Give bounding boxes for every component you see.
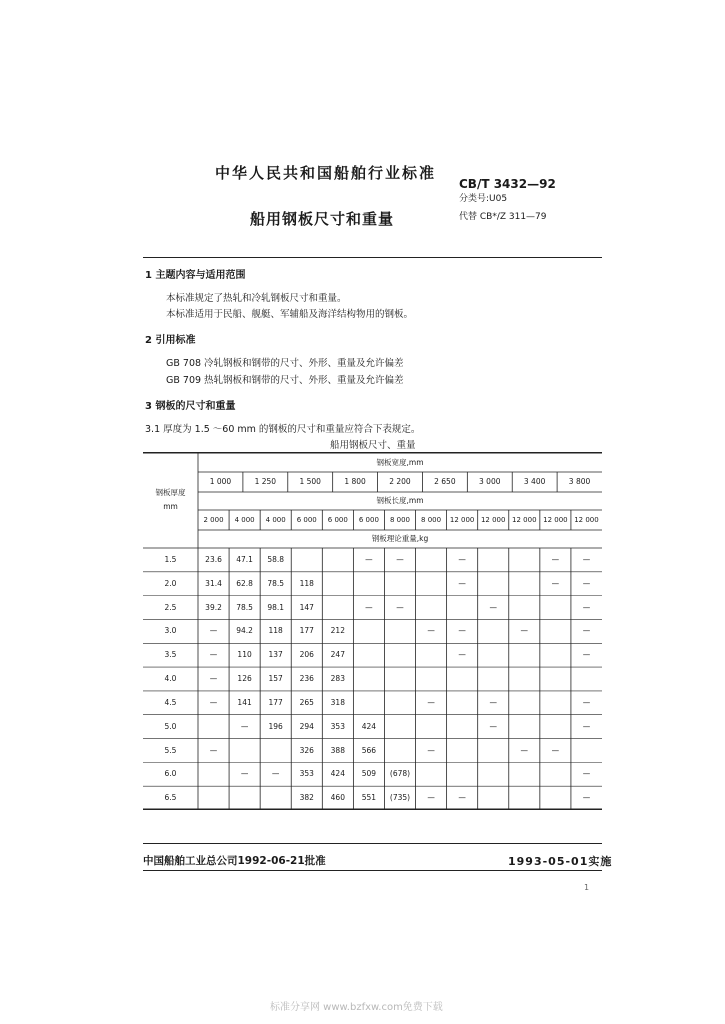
weight-value: — <box>458 578 466 588</box>
length-value: 8 000 <box>421 516 442 524</box>
weight-value <box>571 739 602 763</box>
section-3-heading: 3 钢板的尺寸和重量 <box>145 401 236 412</box>
clause-3-1: 3.1 厚度为 1.5 ～60 mm 的钢板的尺寸和重量应符合下表规定。 <box>145 424 421 435</box>
thickness-value: 5.0 <box>164 721 177 731</box>
weight-value <box>447 739 478 763</box>
thickness-value: 2.0 <box>164 578 177 588</box>
length-value: 2 000 <box>203 516 224 524</box>
document-title: 船用钢板尺寸和重量 <box>250 210 395 228</box>
weight-value <box>416 715 447 739</box>
weight-value <box>353 619 384 643</box>
weight-value: 460 <box>330 793 345 803</box>
width-value: 3 400 <box>523 477 546 486</box>
weight-value: 318 <box>330 697 345 707</box>
weight-value <box>384 643 415 667</box>
weight-value: 424 <box>330 769 345 779</box>
section-1-paragraph-1: 本标准规定了热轧和冷轧钢板尺寸和重量。 <box>166 293 347 304</box>
width-value: 1 500 <box>299 477 321 486</box>
length-value: 6 000 <box>358 516 379 524</box>
length-value: 8 000 <box>389 516 410 524</box>
thickness-value: 2.5 <box>164 602 177 612</box>
weight-value: — <box>427 626 435 636</box>
weight-value: 98.1 <box>267 602 285 612</box>
weight-value <box>353 691 384 715</box>
width-value: 1 250 <box>254 477 277 486</box>
weight-value: 566 <box>361 745 377 755</box>
weight-value <box>540 786 571 810</box>
weight-value: (678) <box>389 769 411 779</box>
length-value: 6 000 <box>327 516 348 524</box>
thickness-value: 4.0 <box>164 674 177 684</box>
thickness-value: 1.5 <box>164 555 177 564</box>
weight-value <box>384 667 415 691</box>
weight-value: 23.6 <box>205 555 222 564</box>
weight-value <box>416 762 447 786</box>
thickness-unit: mm <box>163 502 178 511</box>
weight-value: — <box>489 602 497 612</box>
weight-value: 39.2 <box>205 602 222 612</box>
weight-value <box>353 643 384 667</box>
width-value: 2 200 <box>389 477 411 486</box>
weight-value <box>416 572 447 596</box>
weight-value: 62.8 <box>236 578 253 588</box>
weight-value: 58.8 <box>267 555 285 564</box>
weight-value <box>384 572 415 596</box>
weight-value <box>447 691 478 715</box>
weight-value <box>509 762 540 786</box>
weight-value: 294 <box>299 721 314 731</box>
weight-value: 353 <box>330 721 345 731</box>
section-1-heading: 1 主题内容与适用范围 <box>145 270 246 281</box>
weight-value: — <box>365 602 373 612</box>
approval-note: 中国船舶工业总公司1992-06-21批准 <box>143 855 326 867</box>
width-value: 1 800 <box>344 477 366 486</box>
weight-value: 141 <box>237 697 252 707</box>
weight-value <box>447 667 478 691</box>
thickness-value: 6.5 <box>164 793 177 803</box>
length-value: 6 000 <box>296 516 317 524</box>
weight-value: 110 <box>237 650 252 660</box>
weight-value <box>571 667 602 691</box>
weight-value: 326 <box>299 745 314 755</box>
reference-gb708: GB 708 冷轧钢板和钢带的尺寸、外形、重量及允许偏差 <box>166 358 404 369</box>
weight-value: — <box>520 626 529 636</box>
weight-value: — <box>551 578 560 588</box>
weight-value: 212 <box>330 626 345 636</box>
weight-value <box>260 739 291 763</box>
weight-value <box>509 691 540 715</box>
length-value: 4 000 <box>265 516 286 524</box>
width-header: 钢板宽度,mm <box>376 458 424 467</box>
weight-value: — <box>582 602 591 612</box>
length-value: 12 000 <box>512 516 537 524</box>
weight-value: 94.2 <box>236 626 253 636</box>
weight-value: — <box>582 650 591 660</box>
weight-value: — <box>209 745 218 755</box>
weight-value: 157 <box>268 674 283 684</box>
classification-number: 分类号:U05 <box>459 194 508 204</box>
weight-value <box>384 715 415 739</box>
replaces-note: 代替 CB*/Z 311—79 <box>459 212 547 222</box>
weight-value <box>447 762 478 786</box>
weight-value: — <box>427 745 435 755</box>
page-number: 1 <box>584 883 590 892</box>
weight-value: 147 <box>299 602 314 612</box>
weight-value <box>229 786 260 810</box>
weight-value <box>478 643 509 667</box>
weight-value: — <box>209 650 218 660</box>
weight-value: 78.5 <box>267 578 285 588</box>
length-value: 12 000 <box>449 516 475 524</box>
length-value: 12 000 <box>480 516 506 524</box>
weight-value <box>509 596 540 620</box>
weight-value: 551 <box>361 793 377 803</box>
weight-value: 247 <box>330 650 345 660</box>
weight-value <box>540 762 571 786</box>
weight-value <box>353 572 384 596</box>
weight-value <box>384 739 415 763</box>
thickness-value: 3.5 <box>164 650 177 660</box>
weight-value: — <box>396 602 404 612</box>
weight-value: — <box>582 697 591 707</box>
weight-value: — <box>458 555 466 564</box>
weight-value: — <box>582 793 591 803</box>
weight-value: — <box>427 697 435 707</box>
weight-value <box>509 667 540 691</box>
reference-gb709: GB 709 热轧钢板和钢带的尺寸、外形、重量及允许偏差 <box>166 375 404 386</box>
weight-value: 283 <box>330 674 345 684</box>
weight-value <box>509 572 540 596</box>
weight-value <box>322 596 353 620</box>
weight-value: — <box>209 697 218 707</box>
footer-divider <box>143 843 602 844</box>
weight-value <box>416 596 447 620</box>
weight-value <box>291 548 322 572</box>
weight-value <box>447 596 478 620</box>
weight-value: 118 <box>268 626 283 636</box>
weight-value: — <box>582 769 591 779</box>
weight-value: — <box>240 769 249 779</box>
weight-value <box>198 715 229 739</box>
weight-value <box>198 786 229 810</box>
weight-value <box>416 667 447 691</box>
weight-value: — <box>551 555 560 564</box>
steel-plate-table <box>143 452 602 810</box>
weight-value <box>509 643 540 667</box>
section-2-heading: 2 引用标准 <box>145 335 196 346</box>
footer-bottom-divider <box>143 870 602 871</box>
weight-value: — <box>458 793 466 803</box>
weight-value <box>540 691 571 715</box>
weight-value: 126 <box>237 674 252 684</box>
weight-value <box>416 548 447 572</box>
thickness-value: 6.0 <box>164 769 177 779</box>
weight-value <box>478 786 509 810</box>
weight-value <box>198 762 229 786</box>
weight-value: — <box>582 626 591 636</box>
weight-value <box>353 667 384 691</box>
weight-value: — <box>396 555 404 564</box>
width-value: 3 800 <box>568 477 591 486</box>
watermark-text: 标准分享网 www.bzfxw.com免费下载 <box>270 1002 443 1013</box>
thickness-value: 4.5 <box>164 697 177 707</box>
weight-value: — <box>489 721 497 731</box>
weight-value: — <box>209 674 218 684</box>
thickness-header: 钢板厚度 <box>155 488 186 497</box>
weight-value <box>540 643 571 667</box>
table-caption: 船用钢板尺寸、重量 <box>330 440 416 451</box>
header-divider <box>143 257 602 258</box>
weight-value: 509 <box>361 769 377 779</box>
width-value: 3 000 <box>479 477 501 486</box>
weight-value: 236 <box>299 674 314 684</box>
effective-date: 1993-05-01实施 <box>508 855 613 868</box>
weight-value <box>540 619 571 643</box>
weight-value: 137 <box>268 650 283 660</box>
weight-value: 424 <box>361 721 377 731</box>
weight-value: (735) <box>389 793 411 803</box>
weight-value <box>478 667 509 691</box>
thickness-value: 3.0 <box>164 626 177 636</box>
weight-value: — <box>271 769 280 779</box>
weight-value <box>478 619 509 643</box>
weight-value: — <box>240 721 249 731</box>
weight-value: 265 <box>299 697 314 707</box>
weight-value: 177 <box>268 697 283 707</box>
length-value: 4 000 <box>234 516 255 524</box>
weight-value: — <box>520 745 529 755</box>
length-value: 12 000 <box>543 516 568 524</box>
weight-value <box>447 715 478 739</box>
weight-value <box>478 572 509 596</box>
weight-header: 钢板理论重量,kg <box>371 534 429 543</box>
weight-value <box>478 739 509 763</box>
weight-value: 31.4 <box>205 578 222 588</box>
weight-value <box>322 572 353 596</box>
weight-value: 206 <box>299 650 314 660</box>
weight-value: 177 <box>299 626 314 636</box>
weight-value: — <box>551 745 560 755</box>
weight-value: 196 <box>268 721 283 731</box>
weight-value <box>540 715 571 739</box>
weight-value: 118 <box>299 578 314 588</box>
section-1-paragraph-2: 本标准适用于民船、舰艇、军辅船及海洋结构物用的钢板。 <box>166 309 414 320</box>
weight-value: 382 <box>299 793 314 803</box>
weight-value: 78.5 <box>236 602 253 612</box>
org-title: 中华人民共和国船舶行业标准 <box>215 164 437 182</box>
weight-value: — <box>427 793 435 803</box>
weight-value <box>478 762 509 786</box>
weight-value <box>384 691 415 715</box>
weight-value <box>509 715 540 739</box>
thickness-value: 5.5 <box>164 745 177 755</box>
weight-value: — <box>365 555 373 564</box>
weight-value <box>229 739 260 763</box>
weight-value: — <box>458 650 466 660</box>
width-value: 1 000 <box>209 477 232 486</box>
weight-value <box>384 619 415 643</box>
weight-value: 388 <box>330 745 345 755</box>
standard-number: CB/T 3432—92 <box>459 177 556 191</box>
weight-value <box>540 667 571 691</box>
weight-value: 47.1 <box>236 555 253 564</box>
weight-value <box>260 786 291 810</box>
weight-value <box>478 548 509 572</box>
width-value: 2 650 <box>434 477 456 486</box>
weight-value <box>509 548 540 572</box>
length-value: 12 000 <box>574 516 599 524</box>
weight-value: — <box>582 721 591 731</box>
weight-value <box>509 786 540 810</box>
weight-value: — <box>458 626 466 636</box>
weight-value <box>416 643 447 667</box>
length-header: 钢板长度,mm <box>376 496 424 505</box>
weight-value: 353 <box>299 769 314 779</box>
weight-value: — <box>582 578 591 588</box>
weight-value: — <box>489 697 497 707</box>
weight-value <box>540 596 571 620</box>
weight-value <box>322 548 353 572</box>
weight-value: — <box>209 626 218 636</box>
weight-value: — <box>582 555 591 564</box>
